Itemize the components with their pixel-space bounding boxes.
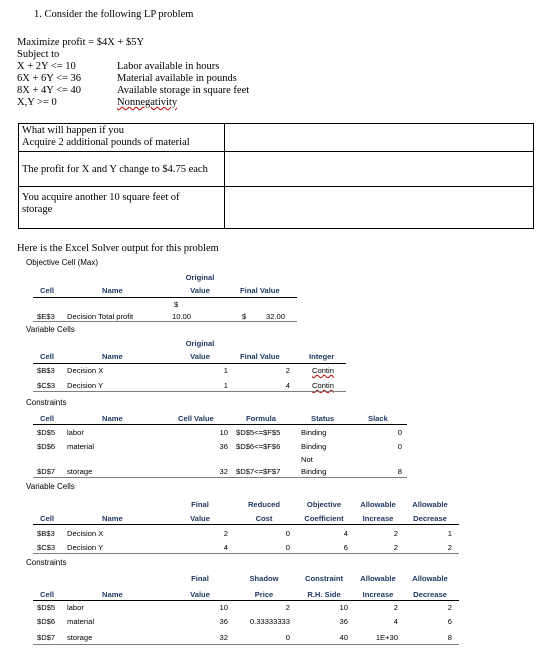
what-if-divider [224,123,225,228]
col-header: Cell Value [178,414,214,423]
cell-name: storage [67,633,93,642]
col-header: Value [190,352,210,361]
col-header: Value [190,514,210,523]
cell-ref: $D$7 [37,633,56,642]
what-if-row: You acquire another 10 square feet of [22,192,180,203]
what-if-divider [18,186,533,187]
reduced-cost: 0 [285,543,290,552]
row-rule [33,477,407,478]
cell-ref: $D$7 [37,467,56,476]
col-header: Original [185,273,215,282]
formula: $D$6<=$F$6 [236,442,281,451]
original-value: 1 [223,366,228,375]
constraint-desc: Labor available in hours [117,61,220,72]
col-header: Final Value [240,352,280,361]
col-header: Allowable [412,574,448,583]
header-rule [33,297,297,298]
allowable-increase: 4 [393,617,398,626]
allowable-increase: 2 [393,543,398,552]
slack: 8 [397,467,402,476]
solver-intro: Here is the Excel Solver output for this problem [17,243,219,254]
final-value: 32.00 [266,312,286,321]
sensitivity-constraints-title: Constraints [26,558,67,567]
sensitivity-variable-title: Variable Cells [26,482,75,491]
final-value: 4 [223,543,228,552]
currency-symbol: $ [174,300,179,309]
problem-heading: 1. Consider the following LP problem [34,9,194,20]
col-header: Cell [40,414,54,423]
currency-symbol: $ [242,312,247,321]
constraint-expr: X,Y >= 0 [17,97,57,108]
col-header: Cell [40,286,54,295]
reduced-cost: 0 [285,529,290,538]
objective-function: Maximize profit = $4X + $5Y [17,37,145,48]
col-header: Name [102,414,123,423]
cell-ref: $D$5 [37,603,56,612]
cell-name: storage [67,467,93,476]
cell-value: 10 [219,428,228,437]
col-header: Original [185,339,215,348]
col-header: Final [191,500,209,509]
variable-cells-title: Variable Cells [26,325,75,334]
cell-ref: $B$3 [37,529,55,538]
cell-name: Decision X [67,366,104,375]
shadow-price: 2 [285,603,290,612]
cell-ref: $E$3 [37,312,55,321]
shadow-price: 0 [285,633,290,642]
allowable-decrease: 2 [447,603,452,612]
cell-name: labor [67,428,84,437]
col-header: R.H. Side [307,590,341,599]
constraint-expr: 6X + 6Y <= 36 [17,73,82,84]
objective-cell-title: Objective Cell (Max) [26,258,99,267]
col-header: Decrease [413,514,447,523]
slack: 0 [397,442,402,451]
col-header: Shadow [249,574,279,583]
row-rule [33,553,459,554]
col-header: Cost [255,514,273,523]
col-header: Allowable [360,574,396,583]
header-rule [33,424,407,425]
what-if-row: The profit for X and Y change to $4.75 each [22,164,208,175]
subject-to-label: Subject to [17,49,60,60]
header-rule [33,363,346,364]
cell-name: Decision Total profit [67,312,134,321]
col-header: Increase [362,514,394,523]
cell-value: 36 [219,442,228,451]
constraint-expr: 8X + 4Y <= 40 [17,85,82,96]
allowable-decrease: 8 [447,633,452,642]
constraint-desc: Nonnegativity [117,97,178,108]
col-header: Cell [40,352,54,361]
constraint-expr: X + 2Y <= 10 [17,61,76,72]
constraint-rhs: 10 [339,603,348,612]
constraint-rhs: 40 [339,633,348,642]
col-header: Allowable [412,500,448,509]
col-header: Allowable [360,500,396,509]
formula: $D$7<=$F$7 [236,467,281,476]
cell-ref: $D$6 [37,617,56,626]
final-value: 2 [285,366,290,375]
constraint-rhs: 36 [339,617,348,626]
original-value: 1 [223,381,228,390]
col-header: Objective [306,500,342,509]
cell-name: labor [67,603,84,612]
col-header: Price [254,590,274,599]
status: Binding [301,442,327,451]
cell-ref: $C$3 [37,381,56,390]
col-header: Slack [368,414,388,423]
col-header: Formula [246,414,276,423]
col-header: Final [191,574,209,583]
col-header: Cell [40,590,54,599]
final-value: 10 [219,603,228,612]
constraint-desc: Material available in pounds [117,73,237,84]
row-rule [33,391,346,392]
constraint-desc: Available storage in square feet [117,85,250,96]
header-rule [33,524,459,525]
col-header: Constraint [305,574,343,583]
allowable-decrease: 1 [447,529,452,538]
col-header: Integer [309,352,335,361]
col-header: Reduced [247,500,281,509]
cell-ref: $D$6 [37,442,56,451]
col-header: Value [190,590,210,599]
status: Binding [301,428,327,437]
formula: $D$5<=$F$5 [236,428,281,437]
row-rule [33,644,459,645]
cell-ref: $B$3 [37,366,55,375]
final-value: 36 [219,617,228,626]
col-header: Name [102,590,123,599]
col-header: Value [190,286,210,295]
status: Not [301,455,313,464]
final-value: 2 [223,529,228,538]
cell-ref: $C$3 [37,543,56,552]
original-value: 10.00 [172,312,192,321]
col-header: Name [102,514,123,523]
slack: 0 [397,428,402,437]
cell-name: material [67,442,95,451]
col-header: Decrease [413,590,447,599]
what-if-row: storage [22,204,53,215]
constraints-title: Constraints [26,398,67,407]
what-if-header: What will happen if you [22,125,125,136]
cell-name: Decision Y [67,381,104,390]
integer-flag: Contin [312,381,334,390]
what-if-row: Acquire 2 additional pounds of material [22,137,190,148]
objective-coefficient: 6 [343,543,348,552]
cell-name: material [67,617,95,626]
col-header: Status [311,414,335,423]
shadow-price: 0.33333333 [249,617,290,626]
allowable-increase: 2 [393,603,398,612]
integer-flag: Contin [312,366,334,375]
what-if-divider [18,151,533,152]
cell-name: Decision X [67,529,104,538]
header-rule [33,600,459,601]
cell-name: Decision Y [67,543,104,552]
cell-value: 32 [219,467,228,476]
allowable-decrease: 2 [447,543,452,552]
final-value: 4 [285,381,290,390]
final-value: 32 [219,633,228,642]
col-header: Name [102,286,123,295]
col-header: Final Value [240,286,280,295]
col-header: Increase [362,590,394,599]
objective-coefficient: 4 [343,529,348,538]
col-header: Cell [40,514,54,523]
cell-ref: $D$5 [37,428,56,437]
col-header: Name [102,352,123,361]
allowable-decrease: 6 [447,617,452,626]
allowable-increase: 2 [393,529,398,538]
row-rule [33,321,297,322]
col-header: Coefficient [304,514,344,523]
allowable-increase: 1E+30 [375,633,398,642]
status: Binding [301,467,327,476]
